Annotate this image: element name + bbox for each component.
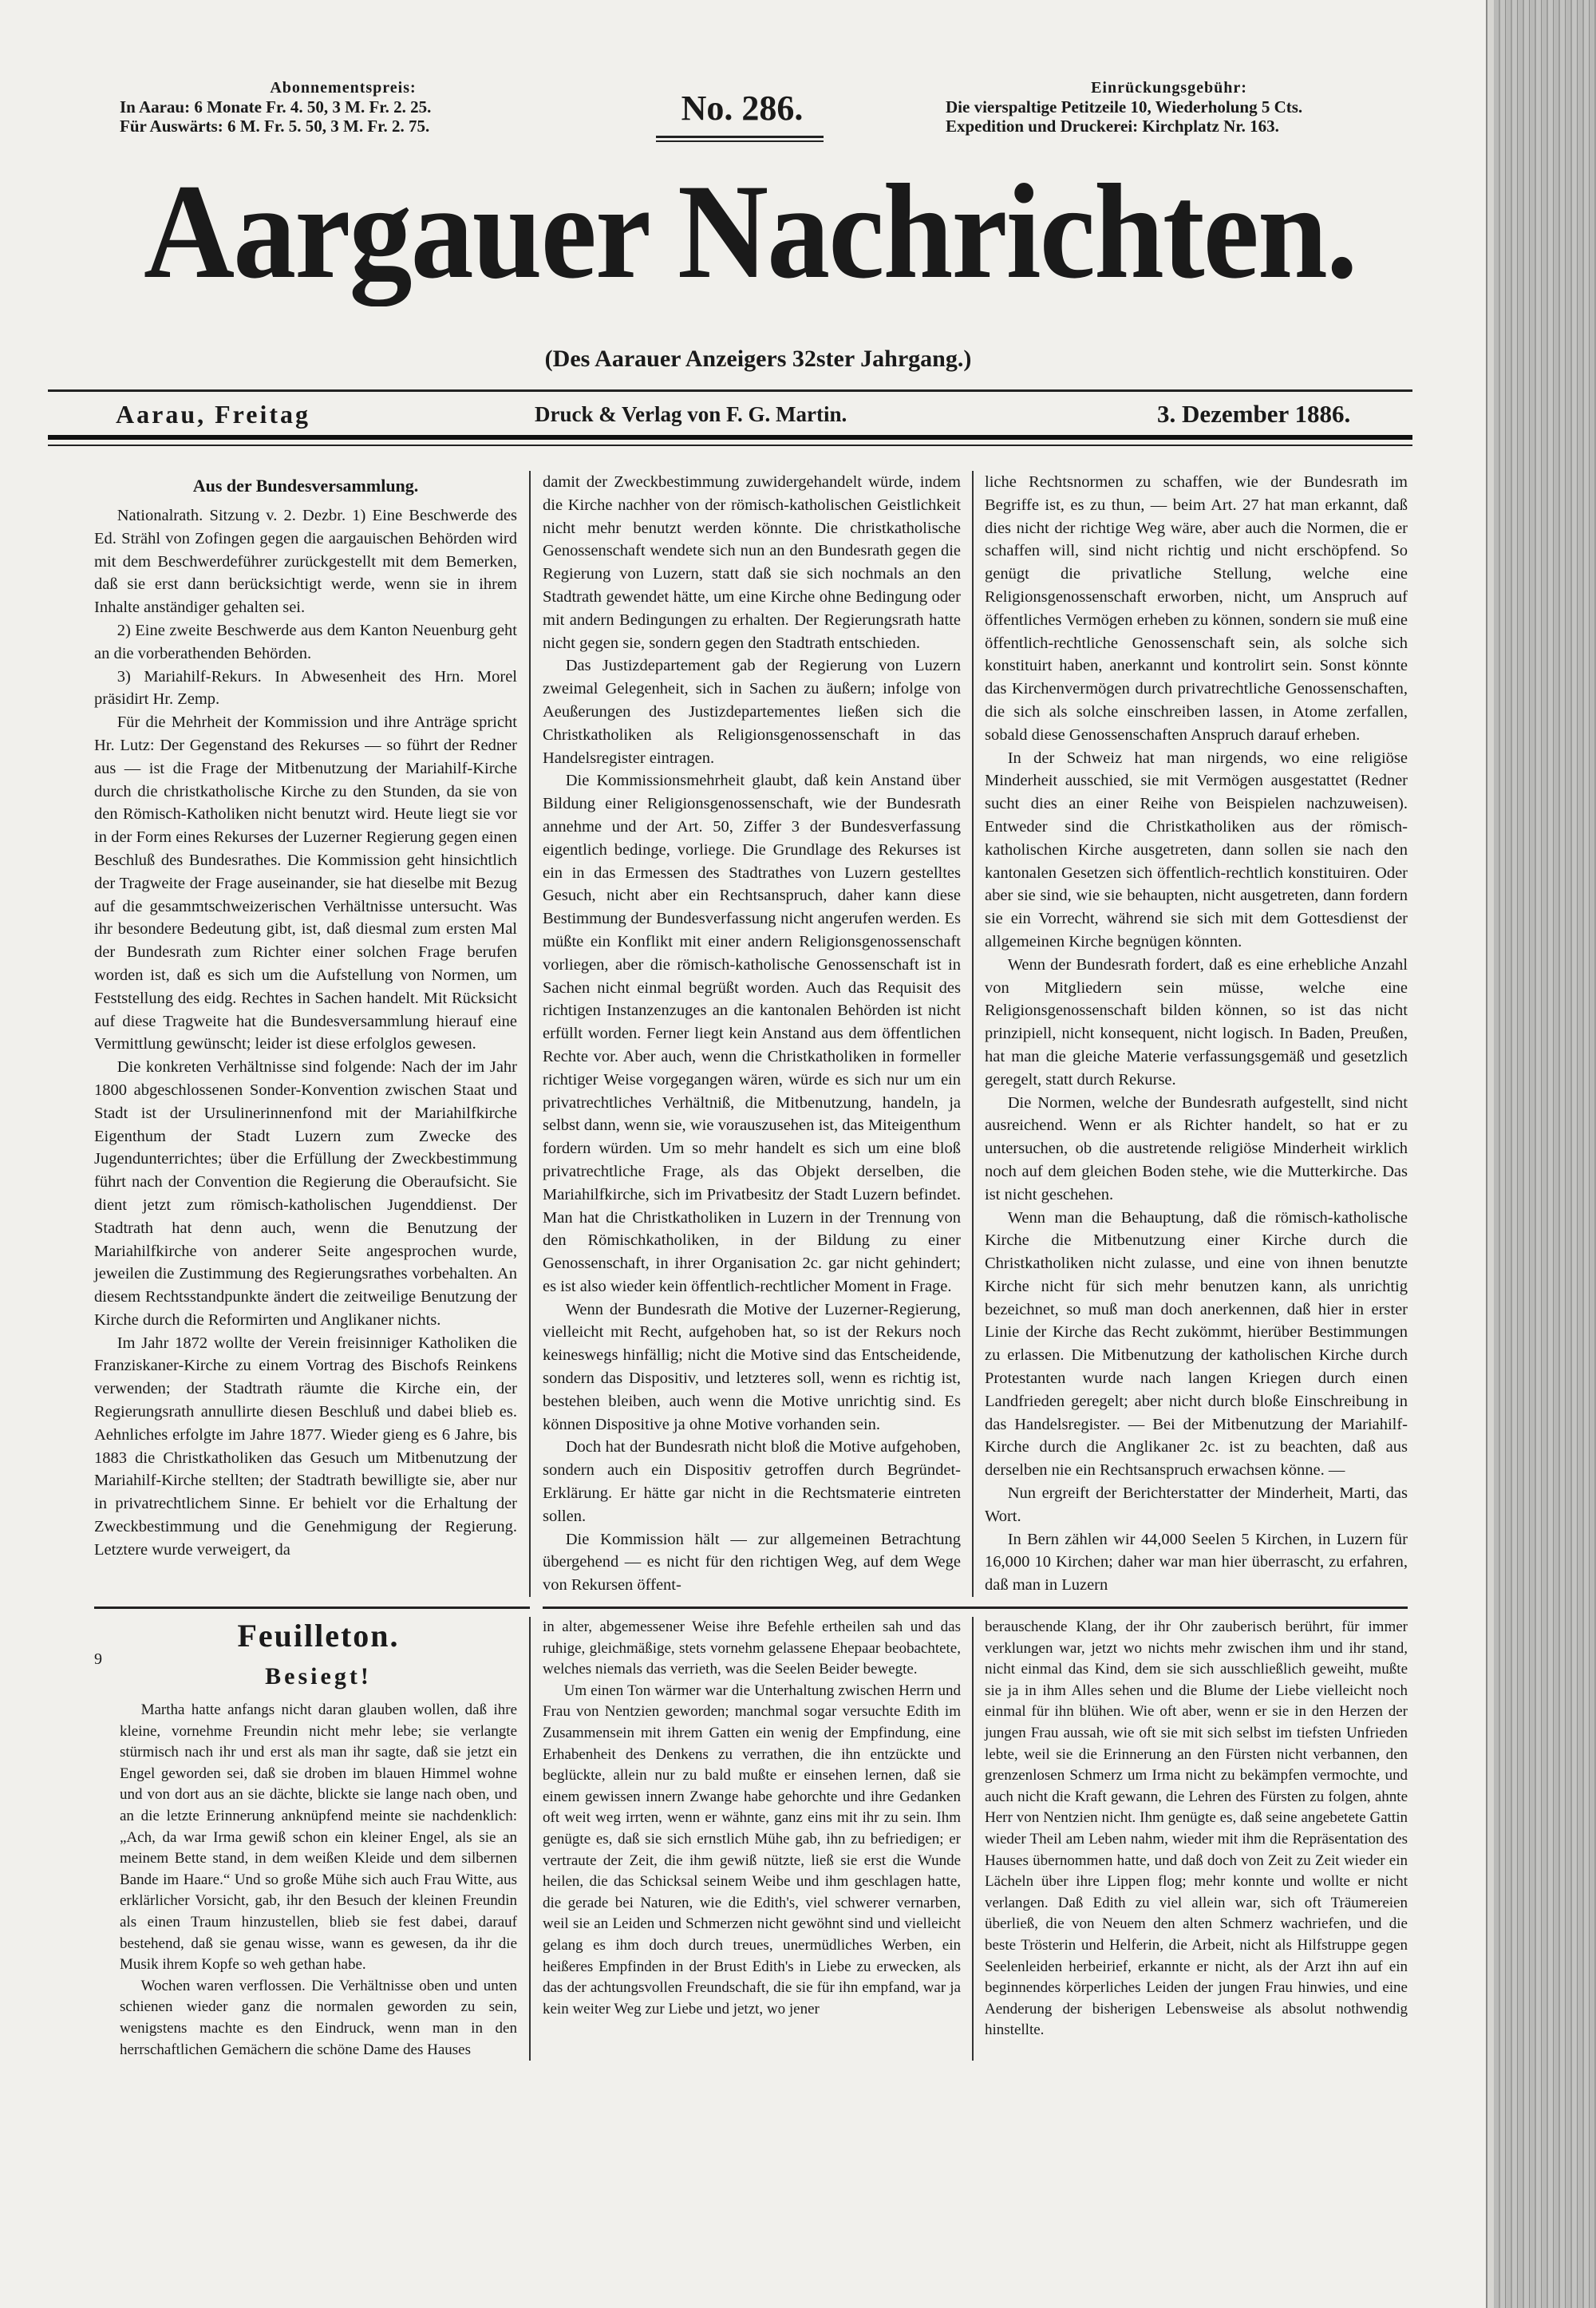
insertion-heading: Einrückungsgebühr:: [1091, 79, 1247, 97]
article-heading: Aus der Bundesversammlung.: [192, 476, 419, 496]
subscription-line: Für Auswärts: 6 M. Fr. 5. 50, 3 M. Fr. 2. 75.: [120, 117, 430, 136]
dateline: [88, 399, 1412, 431]
feuilleton-rule: [94, 1607, 1408, 1609]
paragraph: Im Jahr 1872 wollte der Verein freisinniger Katholiken die Franziskaner-Kirche zu einem Vortrag des Bischofs Reinkens verwenden; der Stadtrath räumte die Kirche ein, der Regierungsrath annullirte diesen Beschluß und dabei blieb es. Aehnliches erfolgte im Jahre 1877. Wieder gieng es 6 Jahre, bis 1883 die Christkatholiken das Gesuch um Mitbenutzung der Mariahilf-Kirche stellten; der Stadtrath bewilligte sie, aber nur in privatrechtlichem Sinne. Er behielt vor die Erhaltung der Zweckbestimmung und die Genehmigung der Regierung. Letztere wurde verweigert, da: [94, 1334, 517, 1559]
paragraph: Für die Mehrheit der Kommission und ihre Anträge spricht Hr. Lutz: Der Gegenstand des Rekurses — so führt der Redner aus — ist die Frage der Mitbenutzung der Mariahilf-Kirche durch die christkatholische Kirche zu den Stunden, da sie von den Römisch-Katholiken nicht benutzt wird. Heute liegt sie vor in der Form eines Rekurses der Luzerner Regierung gegen einen Beschluß des Bundesrathes. Die Kommission geht hinsichtlich der Tragweite der Frage auseinander, sie hat dieselbe mit Bezug auf die gesammtschweizerischen Verhältnisse untersucht. Was ihr besondere Bedeutung gibt, ist, daß diesmal zum ersten Mal der Bundesrath zum Richter einer solchen Frage berufen worden ist, daß es sich um die Aufstellung von Normen, um Feststellung des eidg. Rechtes in Sachen handelt. Mit Rücksicht auf diese Tragweite hat die Bundesversammlung hierauf eine Vermittlung gewünscht; leider ist diese erfolglos gewesen.: [94, 713, 517, 1053]
dateline-rule-thin: [48, 445, 1412, 446]
paragraph: in alter, abgemessener Weise ihre Befehle ertheilen sah und das ruhige, gleichmäßige, stets vornehm gelassene Ehepaar beobachtete, welches niemals das verrieth, was die Seelen Beider bewegte.: [543, 1618, 961, 1678]
paragraph: Doch hat der Bundesrath nicht bloß die Motive aufgehoben, sondern auch ein Dispositiv getroffen durch Begründet-Erklärung. Er hätte gar nicht in die Rechtsmaterie eintreten sollen.: [543, 1438, 961, 1525]
paragraph: Das Justizdepartement gab der Regierung von Luzern zweimal Gelegenheit, sich in Sachen zu äußern; infolge von Aeußerungen des Justizdepartementes ließen sich die Christkatholiken als Religionsgenossenschaft in das Handelsregister eintragen.: [543, 657, 961, 767]
story-title: Besiegt!: [265, 1663, 372, 1690]
paragraph: berauschende Klang, der ihr Ohr zauberisch berührt, für immer verklungen war, jetzt wo nichts mehr zwischen ihm und ihr stand, nicht einmal das Kind, dem sie sich ausschließlich geweiht, mußte sie ja in ihm Alles sehen und die Blume der Liebe vielleicht noch einmal für ihn blühen. Wie oft aber, wenn er sie in den Herzen der jungen Frau aussah, wie oft sie mit sich selbst im tiefsten Unfrieden lebte, weil sie die Erinnerung an den Fürsten nicht verbannen, den grenzenlosen Schmerz um Irma nicht zu bekämpfen vermochte, und auch nicht die Kraft gewann, die Lehren des Fürsten zu folgen, ahnte Herr von Nentzien nicht. Ihm genügte es, daß seine angebetete Gattin wieder Theil am Leben nahm, wieder mit ihm die Repräsentation des Hauses übernommen hatte, und daß doch von Zeit zu Zeit wieder ein Lächeln über ihre Lippen flog; mehr konnte und wollte er nicht verlangen. Daß Edith zu viel allein war, sich oft Träumereien überließ, die von Neuem den alten Schmerz wachriefen, und die beste Trösterin und Helferin, die Arbeit, nicht als Hilfstruppe gegen Seelenleiden herbeirief, erkannte er nicht, als der Arzt ihn auf ein beginnendes körperliches Leiden der jungen Frau hinwies, und eine Aenderung der bisherigen Lebensweise als absolut nothwendig hinstellte.: [985, 1618, 1408, 2039]
place-day: Aarau, Freitag: [116, 400, 311, 429]
paragraph: Nationalrath. Sitzung v. 2. Dezbr. 1) Eine Beschwerde des Ed. Strähl von Zofingen gegen die aargauischen Behörden wird mit dem Beschwerdeführer zurückgestellt mit dem Bemerken, daß sie erst dann berücksichtigt werde, wenn sie in ihrem Inhalte anständiger gehalten sei.: [94, 507, 517, 617]
paragraph: Martha hatte anfangs nicht daran glauben wollen, daß ihre kleine, vornehme Freundin nicht mehr lebe; sie verlangte stürmisch nach ihr und erst als man ihr sagte, daß sie jetzt ein Engel geworden sei, daß sie droben im blauen Himmel wohne und von dort aus an sie dächte, blickte sie lange nach oben, und an die letzte Erinnerung anknüpfend meinte sie nachdenklich: „Ach, da war Irma gewiß schon ein kleiner Engel, als sie an meinem Bette stand, in dem weißen Kleide und dem silbernen Bande im Haare.“ Und so große Mühe sich auch Frau Witte, aus erklärlicher Vorsicht, gab, ihr den Besuch der kleinen Freundin als einen Traum hinzustellen, blieb sie fest dabei, darauf bestehend, daß sie genau wisse, wann es gewesen, da ihr die Musik ihrem Kopfe so weh gethan habe.: [120, 1701, 517, 1974]
paragraph: 2) Eine zweite Beschwerde aus dem Kanton Neuenburg geht an die vorberathenden Behörden.: [94, 621, 517, 662]
paragraph: In Bern zählen wir 44,000 Seelen 5 Kirchen, in Luzern für 16,000 10 Kirchen; daher war man hier überrascht, zu erfahren, daß man in Luzern: [985, 1530, 1408, 1595]
paragraph: In der Schweiz hat man nirgends, wo eine religiöse Minderheit ausschied, sie mit Vermögen ausgestattet (Redner sucht dies an einer Reihe von Beispielen nachzuweisen). Entweder sind die Christkatholiken aus der römisch-katholischen Kirche ausgetreten, dann sollen sie nach den kantonalen Gesetzen sich öffentlich-rechtlich konstituiren. Oder aber sie sind, wie sie behaupten, nicht ausgetreten, dann fordern sie ein Vorrecht, während sie sich mit dem Gottesdienst der allgemeinen Kirche begnügen könnten.: [985, 749, 1408, 950]
subscription-price-box: [120, 78, 567, 136]
feuilleton-column-3: [972, 1617, 1408, 2061]
newspaper-subtitle: (Des Aarauer Anzeigers 32ster Jahrgang.): [544, 346, 972, 372]
article-row: [94, 471, 1408, 1597]
feuilleton-column-1: [94, 1617, 517, 2061]
paragraph: Wenn der Bundesrath fordert, daß es eine erhebliche Anzahl von Mitgliedern sein müsse, welche eine Religionsgenossenschaft bilden können, so ist das nicht prinzipiell, nicht konsequent, nicht logisch. In Baden, Preußen, hat man die gleiche Materie verfassungsgemäß und gesetzlich geregelt, statt durch Rekurse.: [985, 955, 1408, 1089]
paragraph: Wenn der Bundesrath die Motive der Luzerner-Regierung, vielleicht mit Recht, aufgehoben hat, so ist der Rekurs noch keineswegs hinfällig; nicht die Motive sind das Entscheidende, sondern das Dispositiv, und letzteres soll, wenn es richtig ist, bestehen bleiben, auch wenn die Motive unrichtig sind. Es können Dispositive ja ohne Motive vorhanden sein.: [543, 1300, 961, 1433]
paragraph: liche Rechtsnormen zu schaffen, wie der Bundesrath im Begriffe ist, es zu thun, — beim Art. 27 hat man erkannt, daß dies nicht der richtige Weg wäre, aber auch die Normen, die er schaffen will, sind nicht richtig und nicht erschöpfend. So genügt die privatliche Stellung, welche eine Religionsgenossenschaft erworben, nicht, um Anspruch auf öffentliches Vermögen erheben zu können, sondern sie muß eine öffentlich-rechtliche Genossenschaft sein, als solche sich konstituirt haben, anerkannt und kontrolirt sein. Sonst könnte das Kirchenvermögen durch privatrechtliche Genossenschaften, die sich als solche einschreiben lassen, in Atome zerfallen, sobald diese Genossenschaften Anspruch darauf erheben.: [985, 473, 1408, 744]
article-column-3: [972, 471, 1408, 1597]
issue-date: 3. Dezember 1886.: [1157, 400, 1351, 428]
paragraph: Um einen Ton wärmer war die Unterhaltung zwischen Herrn und Frau von Nentzien geworden; manchmal sogar versuchte Edith im Zusammensein mit ihrem Gatten ein wenig der Empfindung, eine Erhabenheit des Denkens zu verrathen, die ihn entzückte und beglückte, allein nur zu bald mußte er einsehen lernen, daß sie einem gewissen innern Zwange habe gehorchte und ihre Gedanken oft weit weg irrten, wenn er wähnte, ganz eins mit ihr zu sein. Ihm genügte es, daß sie sich ernstlich Mühe gab, ihn zu befriedigen; er vertraute der Zeit, die ihm gewiß nützte, ließ sie erst die Wunde heilen, die das Schicksal seinem Weibe und ihm geschlagen hatte, die gerade bei Naturen, wie die Edith's, viel schwerer vernarben, weil sie an Leiden und Schmerzen nicht gewöhnt sind und vielleicht gelang es ihm doch durch treues, unermüdliches Werben, ein heißeres Empfinden in der Brust Edith's in Liebe zu erwecken, als das der achtungsvollen Freundschaft, die sie für ihn empfand, war ja kein weiter Weg zur Liebe und jetzt, wo jener: [543, 1682, 961, 2018]
article-column-2: [529, 471, 961, 1597]
insertion-line: Die vierspaltige Petitzeile 10, Wiederholung 5 Cts.: [946, 97, 1303, 117]
paragraph: Wenn man die Behauptung, daß die römisch-katholische Kirche die Mitbenutzung einer Kirche durch die Christkatholiken nicht zulasse, und eine von ihnen benutzte Kirche nicht für sich mehr benutzen kann, als unrichtig bezeichnet, so muß man doch anerkennen, daß hier in erster Linie der Kirche das Recht zukömmt, hierüber Bestimmungen zu erlassen. Die Mitbenutzung der katholischen Kirche durch Protestanten wurde nach langen Kriegen durch einen Landfrieden geregelt; aber nicht durch bloße Einschreibung in das Handelsregister. — Bei der Mitbenutzung der Mariahilf-Kirche durch die Anglikaner 2c. ist zu beachten, daß aus derselben nie ein Rechtsanspruch erwachsen könne. —: [985, 1208, 1408, 1480]
subscription-heading: Abonnementspreis:: [270, 79, 417, 97]
newspaper-title-wrap: [144, 152, 1357, 311]
insertion-fee-box: [946, 78, 1393, 136]
paragraph: damit der Zweckbestimmung zuwidergehandelt würde, indem die Kirche nachher von der römisch-katholischen Geistlichkeit nicht mehr benutzt werden könnte. Die christkatholische Genossenschaft wendete sich nun an den Bundesrath gegen die Regierung von Luzern, statt daß sie sich nochmals an den Stadtrath gewendet hätte, um eine Kirche ohne Bedingung oder mit andern Bedingungen zu erhalten. Der Regierungsrath hatte nicht gegen sie, sondern gegen den Stadtrath entschieden.: [543, 473, 961, 652]
paragraph: Die Normen, welche der Bundesrath aufgestellt, sind nicht ausreichend. Wenn er als Richter handelt, so hat er zu untersuchen, ob die austretende religiöse Minderheit wirklich noch auf dem gleichen Boden stehe, wie die Mutterkirche. Das ist nicht geschehen.: [985, 1093, 1408, 1203]
page-body: [94, 471, 1408, 2077]
issue-number-rule: [656, 136, 824, 142]
issue-number: No. 286.: [681, 89, 804, 128]
stacked-pages-edge: [1494, 0, 1596, 2308]
masthead-rule: [48, 389, 1412, 392]
article-column-1: [94, 471, 517, 1597]
paragraph: Die Kommissionsmehrheit glaubt, daß kein Anstand über Bildung einer Religionsgenossenschaft, wie der Bundesrath annehme und der Art. 50, Ziffer 3 der Bundesverfassung eigentlich bedinge, vorliege. Die Grundlage des Rekurses ist ein in das Ermessen des Stadtrathes von Luzern gestelltes Gesuch, nicht aber ein Rechtsanspruch, daher kann diese Bestimmung der Bundesverfassung nicht angerufen werden. Es müßte ein Konflikt mit einer andern Religionsgenossenschaft vorliegen, aber die römisch-katholische Genossenschaft ist in Sachen nicht einmal begrüßt worden. Auch das Requisit des richtigen Instanzenzuges an die kantonalen Behörden ist nicht erfüllt worden. Ferner liegt kein Anstand aus dem öffentlichen Rechte vor. Aber auch, wenn die Christkatholiken in formeller richtiger Weise vorgegangen wären, würde es sich nur um ein privatrechtliches Verhältniß, die Mitbenutzung, handeln, ja selbst dann, wenn sie, wie vorauszusehen ist, das Miteigenthum fordern würden. Um so mehr handelt es sich um eine bloß privatrechtliche Frage, als das Objekt derselben, die Mariahilfkirche, sich im Privatbesitz der Stadt Luzern befindet. Man hat die Christkatholiken in Luzern in der Trennung von den Römischkatholiken, in der Bildung zu einer Genossenschaft, in ihrer Organisation 2c. gar nicht gehindert; es ist also wieder kein öffentlich-rechtlicher Moment in Frage.: [543, 772, 961, 1295]
paragraph: 3) Mariahilf-Rekurs. In Abwesenheit des Hrn. Morel präsidirt Hr. Zemp.: [94, 667, 517, 709]
feuilleton-number: 9: [94, 1650, 102, 1669]
paragraph: Wochen waren verflossen. Die Verhältnisse oben und unten schienen wieder ganz die normalen geworden zu sein, wenigstens machte es den Eindruck, wenn man in den herrschaftlichen Gemächern die schöne Dame des Hauses: [120, 1977, 517, 2058]
paragraph: Die konkreten Verhältnisse sind folgende: Nach der im Jahr 1800 abgeschlossenen Sonder-Konvention zwischen Staat und Stadt ist der Ursulinerinnenfond mit der Mariahilfkirche Eigenthum der Stadt Luzern zum Zwecke des Jugendunterrichtes; über die Erfüllung der Zweckbestimmung führt nach der Convention die Regierung die Oberaufsicht. Sie dient jetzt zum römisch-katholischen Jugenddienst. Der Stadtrath hat denn auch, wenn die Benutzung der Mariahilfkirche von anderer Seite angesprochen wurde, jeweilen die Zustimmung des Regierungsrathes vorbehalten. An diesem Rechtsstandpunkte ändert die zeitweilige Benutzung der Kirche durch die Reformirten und Anglikaner nichts.: [94, 1058, 517, 1329]
feuilleton-heading: Feuilleton.: [237, 1618, 400, 1654]
paragraph: Die Kommission hält — zur allgemeinen Betrachtung übergehend — es nicht für den richtigen Weg, auf dem Wege von Rekursen öffent-: [543, 1530, 961, 1595]
publisher: Druck & Verlag von F. G. Martin.: [535, 402, 847, 426]
paragraph: Nun ergreift der Berichterstatter der Minderheit, Marti, das Wort.: [985, 1484, 1408, 1525]
insertion-line: Expedition und Druckerei: Kirchplatz Nr. 163.: [946, 117, 1279, 136]
feuilleton-row: [94, 1617, 1408, 2061]
dateline-rule-thick: [48, 435, 1412, 440]
feuilleton-column-2: [529, 1617, 961, 2061]
subscription-line: In Aarau: 6 Monate Fr. 4. 50, 3 M. Fr. 2. 25.: [120, 97, 432, 117]
newspaper-title: Aargauer Nachrichten.: [144, 156, 1357, 306]
